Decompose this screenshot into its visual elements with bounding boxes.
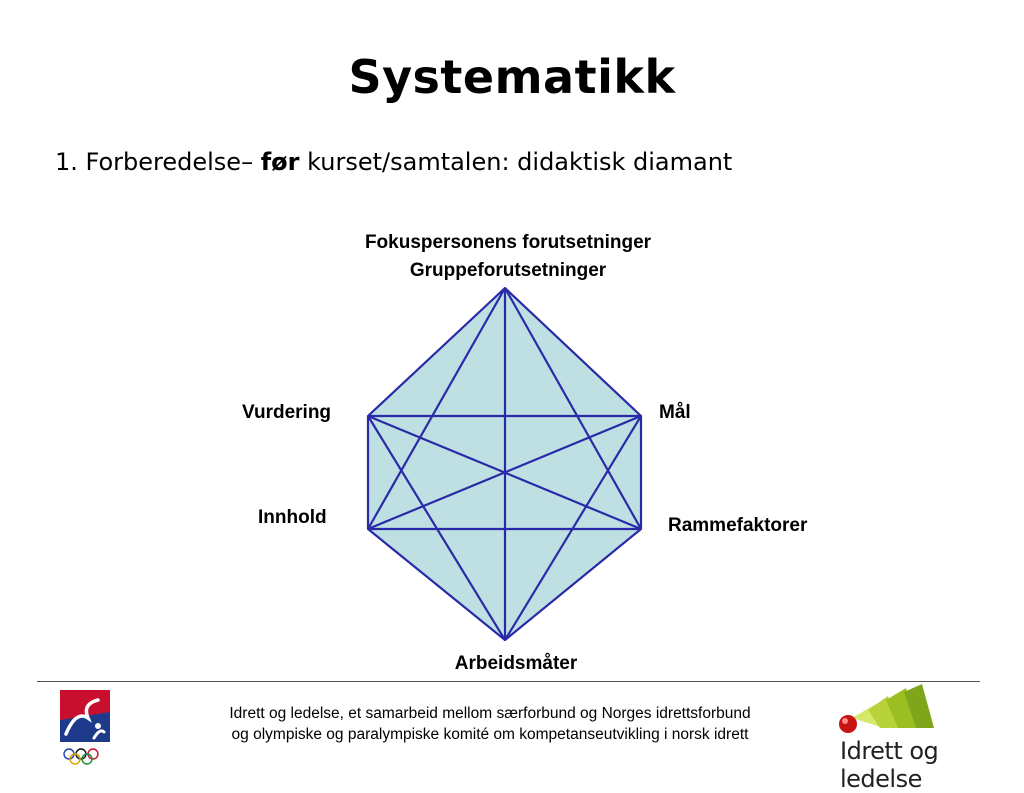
label-top-line1: Fokuspersonens forutsetninger — [364, 232, 652, 253]
label-upper-right: Mål — [659, 402, 691, 423]
subtitle-emphasis: før — [260, 148, 300, 176]
federation-logo — [58, 690, 114, 766]
footer-text — [160, 703, 820, 745]
label-top-line2: Gruppeforutsetninger — [409, 260, 607, 281]
footer-divider — [37, 681, 980, 682]
footer-line1: Idrett og ledelse, et samarbeid mellom særforbund og Norges idrettsforbund — [229, 705, 751, 722]
subtitle-prefix: 1. Forberedelse– — [55, 148, 261, 176]
label-lower-left: Innhold — [258, 507, 327, 528]
right-logo-text: Idrett og ledelse — [840, 737, 939, 793]
label-bottom: Arbeidsmåter — [454, 653, 578, 674]
idrett-og-ledelse-logo — [830, 684, 980, 742]
label-lower-right: Rammefaktorer — [668, 515, 808, 536]
label-upper-left: Vurdering — [242, 402, 332, 423]
footer-line2: og olympiske og paralympiske komité om kompetanseutvikling i norsk idrett — [231, 726, 749, 743]
slide-title: Systematikk — [348, 50, 676, 104]
subtitle-suffix: kurset/samtalen: didaktisk diamant — [299, 148, 733, 176]
